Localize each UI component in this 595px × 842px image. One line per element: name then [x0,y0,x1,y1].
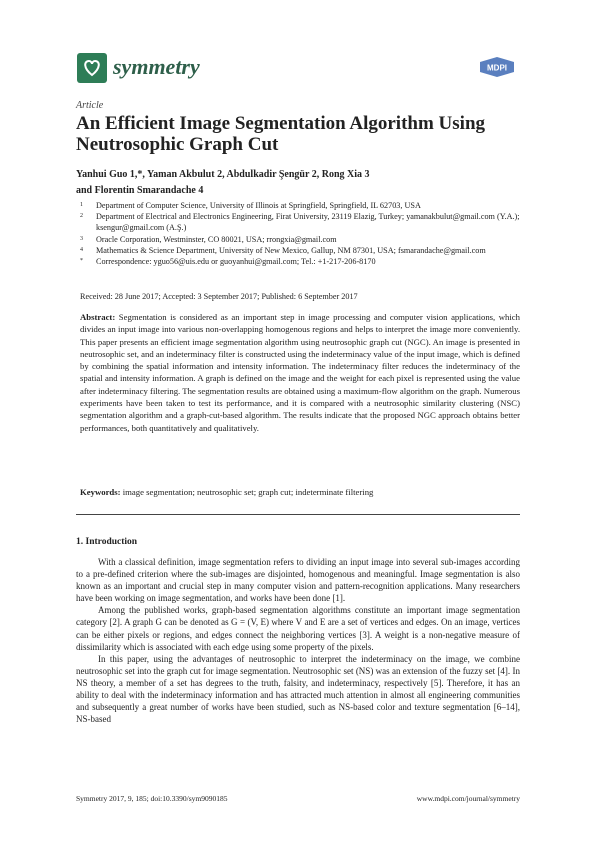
affiliations [80,200,520,267]
affiliation-item: 2 Department of Electrical and Electronics Engineering, Firat University, 23119 Elazig, Turkey; yamanakbulut@gmail.com (Y.A.); ksengur@gmail.com (A.Ş.) [80,212,520,233]
footer-citation: Symmetry 2017, 9, 185; doi:10.3390/sym9090185 [76,794,228,803]
footer-journal-link[interactable]: www.mdpi.com/journal/symmetry [416,794,520,803]
keywords [80,487,520,497]
affiliation-item: 4 Mathematics & Science Department, University of New Mexico, Gallup, NM 87301, USA; fsmarandache@gmail.com [80,245,486,255]
section-heading: 1. Introduction [76,537,138,547]
authors-line-2: and Florentin Smarandache 4 [76,185,204,196]
article-type: Article [76,100,104,111]
svg-text:MDPI: MDPI [487,63,507,73]
authors [76,167,521,199]
mdpi-logo[interactable] [478,56,516,78]
affiliation-item: 1 Department of Computer Science, University of Illinois at Springfield, Springfield, IL 62703, USA [80,201,421,210]
affiliation-item: 3 Oracle Corporation, Westminster, CO 80021, USA; rrongxia@gmail.com [80,234,337,244]
publication-dates: Received: 28 June 2017; Accepted: 3 September 2017; Published: 6 September 2017 [80,292,358,301]
keywords-label: Keywords: [80,487,121,497]
correspondence: * Correspondence: yguo56@uis.edu or guoyanhui@gmail.com; Tel.: +1-217-206-8170 [80,257,376,267]
paragraph: In this paper, using the advantages of neutrosophic to interpret the indeterminacy on the image, we combine neutrosophic set into the graph cut for image segmentation. Neutrosophic set (NS) was an extension of the fuzzy set [4]. In NS theory, a member of a set has degrees to the truth, falsity, and indeterminacy, respectively [5]. Therefore, it has an ability to deal with the indeterminacy information and has attracted much attention in almost all engineering communities and subsequently a great number of works have been studied, such as NS-based color and texture segmentation [6–14], NS-based [76,653,520,725]
journal-name[interactable]: symmetry [113,54,200,79]
authors-line-1: Yanhui Guo 1,*, Yaman Akbulut 2, Abdulkadir Şengür 2, Rong Xia 3 [76,169,370,180]
divider [76,514,520,515]
paper-title: An Efficient Image Segmentation Algorithm Using Neutrosophic Graph Cut [76,113,486,155]
paragraph: With a classical definition, image segmentation refers to dividing an input image into several sub-images according to a pre-defined criterion where the sub-images are disjointed, homogenous and meaningful. Image segmentation is also known as an important and crucial step in many computer vision and pattern-recognition applications. Many researchers have been working on image segmentation, and works have been done [1]. [76,557,520,604]
abstract [80,311,520,434]
journal-logo-icon [77,53,107,83]
abstract-text: Segmentation is considered as an important step in image processing and computer vision applications, which divides an input image into various non-overlapping homogenous regions and helps to interpret the image more conveniently. This paper presents an efficient image segmentation algorithm using neutrosophic graph cut (NGC). An image is presented in neutrosophic set, and an indeterminacy filter is constructed using the indeterminacy value of the input image, which is defined by combining the spatial information and intensity information. The indeterminacy filter reduces the indeterminacy of the spatial and intensity information. A graph is defined on the image and the weight for each pixel is represented using the value after indeterminacy filtering. The segmentation results are obtained using a maximum-flow algorithm on the graph. Numerous experiments have been taken to test its performance, and it is compared with a neutrosophic similarity clustering (NSC) segmentation algorithm and a graph-cut-based algorithm. The results indicate that the proposed NGC approach obtains better performances, both quantitatively and qualitatively. [80,312,520,433]
keywords-text: image segmentation; neutrosophic set; graph cut; indeterminate filtering [122,487,374,497]
paragraph: Among the published works, graph-based segmentation algorithms constitute an important image segmentation category [2]. A graph G can be denoted as G = (V, E) where V and E are a set of vertices and edges. On an image, vertices can be either pixels or regions, and edges connect the neighboring vertices [3]. A weight is a non-negative measure of dissimilarity which is associated with each edge using some property of the pixels. [76,605,520,652]
abstract-label: Abstract: [80,312,116,322]
section-body [76,556,520,725]
